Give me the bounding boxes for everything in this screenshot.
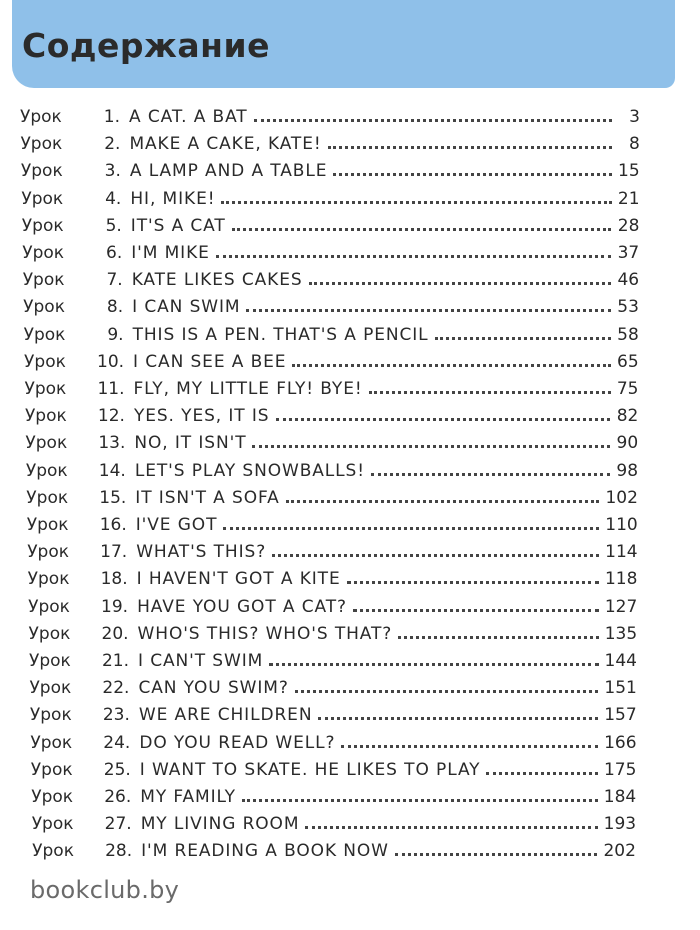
toc-row [28,590,637,617]
dot-leader [486,772,597,775]
watermark: bookclub.by [30,876,180,904]
lesson-title: I'M MIKE [131,243,210,263]
lesson-title: WE ARE CHILDREN [138,705,313,726]
page-number: 58 [617,324,639,345]
dot-leader [305,826,597,829]
lesson-title: THIS IS A PEN. THAT'S A PENCIL [132,324,429,345]
lesson-number: 6. [106,243,123,263]
page-number: 157 [604,705,637,726]
lesson-word: Урок [20,134,63,155]
lesson-number: 27. [104,814,132,835]
toc-row [24,318,639,345]
dot-leader [309,282,612,285]
page-number: 98 [616,460,639,481]
lesson-title: DO YOU READ WELL? [139,732,336,753]
lesson-title: IT'S A CAT [130,215,226,236]
lesson-title: IT ISN'T A SOFA [135,487,280,508]
lesson-word: Урок [24,351,66,372]
page-number: 65 [617,351,639,372]
dot-leader [371,473,610,476]
lesson-number: 20. [101,623,129,644]
toc-row [32,834,636,861]
lesson-title: I CAN SWIM [132,297,241,318]
dot-leader [216,255,611,258]
lesson-number: 19. [101,596,129,617]
dot-leader [333,173,611,176]
lesson-number: 22. [102,678,130,699]
lesson-number: 23. [102,705,130,726]
toc-row [23,263,639,290]
lesson-word: Урок [31,787,74,807]
page-number: 144 [604,651,637,671]
toc-row [25,372,639,399]
lesson-word: Урок [24,406,67,427]
lesson-word: Урок [25,433,68,454]
toc-row [29,617,638,644]
lesson-word: Урок [22,243,65,263]
toc-row [31,780,636,807]
page-number: 90 [616,433,639,454]
page-number: 46 [617,270,640,291]
lesson-word: Урок [25,460,68,481]
dot-leader [252,445,610,448]
lesson-word: Урок [29,705,72,726]
lesson-title: MY FAMILY [140,787,236,807]
lesson-number: 3. [104,161,121,182]
dot-leader [221,201,611,204]
lesson-number: 1. [103,107,120,127]
lesson-number: 7. [106,270,123,291]
toc-row [26,481,638,508]
toc-row [27,508,638,535]
lesson-number: 28. [105,841,133,862]
page-number: 21 [617,188,640,209]
dot-leader [341,745,598,748]
lesson-number: 25. [103,759,131,780]
dot-leader [295,690,599,693]
lesson-word: Урок [21,188,64,209]
lesson-title: I'M READING A BOOK NOW [141,841,389,862]
toc-row [25,399,638,426]
toc-row [28,562,638,589]
dot-leader [223,527,599,530]
lesson-title: A CAT. A BAT [129,107,248,127]
toc-row [20,100,640,127]
lesson-title: MY LIVING ROOM [140,814,300,835]
lesson-number: 12. [97,406,125,427]
page-number: 110 [605,515,638,535]
lesson-word: Урок [30,732,73,753]
lesson-number: 26. [104,787,132,807]
page-number: 118 [604,569,638,590]
lesson-title: A LAMP AND A TABLE [129,161,328,182]
dot-leader [242,799,598,802]
dot-leader [276,418,611,421]
lesson-title: I WANT TO SKATE. HE LIKES TO PLAY [139,759,481,780]
page-number: 114 [605,542,638,563]
page-number: 166 [604,732,637,753]
lesson-number: 13. [98,433,126,454]
dot-leader [292,364,610,367]
page-number: 75 [616,379,639,399]
lesson-word: Урок [29,678,72,699]
dot-leader [232,228,612,231]
lesson-word: Урок [26,515,69,535]
page-number: 193 [603,814,637,835]
page-number: 127 [604,596,638,617]
toc-row [32,807,636,834]
toc-row [30,698,637,725]
page-number: 3 [629,107,640,127]
page-number: 37 [617,243,640,263]
lesson-title: CAN YOU SWIM? [138,678,289,699]
lesson-word: Урок [21,215,64,236]
toc-row [24,345,639,372]
toc-row [21,182,639,209]
lesson-title: I HAVEN'T GOT A KITE [136,569,341,590]
lesson-word: Урок [24,379,67,399]
page-number: 184 [603,787,637,807]
dot-leader [246,309,610,312]
dot-leader [353,609,599,612]
dot-leader [435,337,611,340]
toc-row [30,726,636,753]
page-title: Содержание [22,26,270,65]
dot-leader [398,636,598,639]
page-number: 53 [617,297,639,318]
page-number: 82 [616,406,639,427]
lesson-title: HI, MIKE! [130,188,216,209]
dot-leader [269,663,598,666]
lesson-word: Урок [26,487,69,508]
lesson-word: Урок [28,596,70,617]
lesson-number: 8. [106,297,124,318]
lesson-word: Урок [20,107,62,127]
lesson-number: 15. [99,487,127,508]
dot-leader [254,119,612,122]
lesson-word: Урок [22,270,65,291]
page-number: 175 [603,759,637,780]
toc-row [29,671,636,698]
lesson-title: YES. YES, IT IS [133,406,270,427]
toc-row [29,644,637,671]
lesson-number: 21. [101,651,129,671]
lesson-word: Урок [29,651,71,671]
lesson-number: 10. [97,351,125,372]
page-number: 135 [604,623,638,644]
lesson-title: I'VE GOT [135,515,218,535]
dot-leader [347,581,599,584]
lesson-word: Урок [27,569,70,590]
lesson-number: 18. [100,569,128,590]
lesson-word: Урок [23,324,66,345]
lesson-word: Урок [28,623,71,644]
lesson-word: Урок [31,814,74,835]
lesson-title: HAVE YOU GOT A CAT? [137,596,347,617]
page-number: 15 [618,161,640,182]
lesson-word: Урок [32,841,74,862]
toc-row [20,127,639,154]
lesson-word: Урок [23,297,65,318]
lesson-title: NO, IT ISN'T [134,433,247,454]
lesson-title: I CAN'T SWIM [138,651,264,671]
lesson-title: FLY, MY LITTLE FLY! BYE! [133,379,363,399]
lesson-number: 14. [98,460,126,481]
dot-leader [272,554,599,557]
lesson-title: MAKE A CAKE, KATE! [129,134,322,155]
lesson-number: 16. [99,515,127,535]
lesson-number: 4. [105,188,122,209]
toc-row [23,290,639,317]
dot-leader [328,146,612,149]
dot-leader [369,391,611,394]
lesson-title: WHO'S THIS? WHO'S THAT? [137,623,393,644]
lesson-word: Урок [30,759,73,780]
toc-row [21,154,640,181]
lesson-word: Урок [20,161,63,182]
toc-row [25,426,638,453]
dot-leader [286,500,600,503]
toc-row [26,454,638,481]
lesson-number: 11. [97,379,125,399]
page-number: 102 [605,487,638,508]
lesson-title: I CAN SEE A BEE [133,351,287,372]
page-number: 8 [629,134,640,155]
lesson-number: 17. [100,542,128,563]
lesson-title: KATE LIKES CAKES [131,270,303,291]
toc-row [31,753,637,780]
lesson-number: 5. [105,215,122,236]
lesson-number: 2. [104,134,121,155]
toc-row [27,535,637,562]
page-number: 202 [603,841,636,862]
lesson-number: 9. [107,324,124,345]
lesson-number: 24. [103,732,131,753]
dot-leader [395,853,598,856]
lesson-title: LET'S PLAY SNOWBALLS! [134,460,365,481]
page-number: 151 [604,678,637,699]
dot-leader [318,717,598,720]
page-number: 28 [617,215,640,236]
lesson-title: WHAT'S THIS? [136,542,267,563]
lesson-word: Урок [27,542,70,563]
toc-row [22,209,640,236]
toc-row [22,236,639,263]
